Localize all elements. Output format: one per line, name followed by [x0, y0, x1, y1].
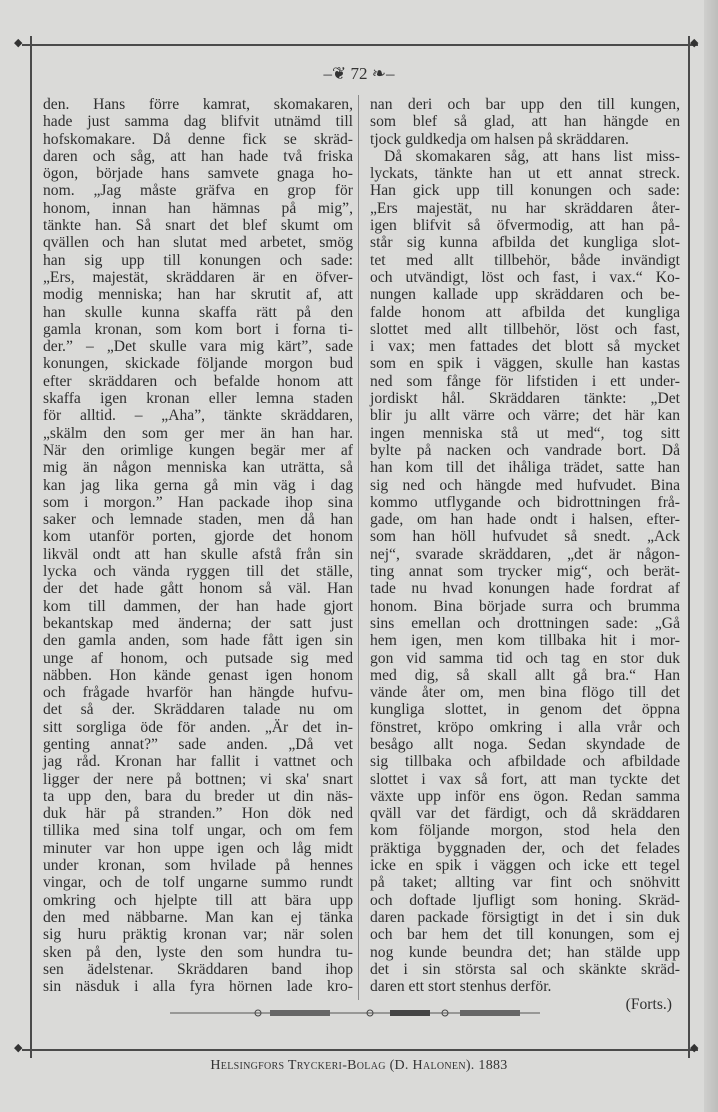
flourish-right-icon: ❧– — [367, 64, 395, 83]
text-line: lyckats, tänkte han ut ett annat streck. — [370, 165, 680, 183]
text-line: jag råd. Kronan har fallit i vattnet och — [43, 753, 353, 771]
text-line: kom till dammen, der han hade gjort — [43, 597, 353, 615]
frame-top-rule — [22, 44, 698, 46]
text-line: lycka och vända ryggen till det ställe, — [43, 563, 353, 581]
corner-ornament-icon: ◆ — [690, 1042, 699, 1054]
text-line: hem igen, men kom tillbaka hit i mor- — [370, 632, 680, 650]
text-line: hofskomakare. Då denne fick se skräd- — [43, 130, 353, 148]
text-line: daren och såg, att han hade två friska — [43, 147, 353, 165]
corner-ornament-icon: ◆ — [690, 37, 699, 49]
text-line: qväll var det färdigt, och då skräddaren — [370, 805, 680, 823]
text-line: slottet i vax så fort, att man tyckte det — [370, 770, 680, 788]
text-line: nom. „Jag måste gräfva en grop för — [43, 182, 353, 200]
text-line: tjock guldkedja om halsen på skräddaren. — [370, 130, 629, 148]
text-line: efter skräddaren och befalde honom att — [43, 372, 353, 390]
corner-ornament-icon: ◆ — [14, 37, 23, 49]
text-line: vingar, och de tolf ungarne summo rundt — [43, 874, 353, 892]
text-line: vände åter om, men bina flögo till det — [370, 684, 680, 702]
text-line: kan jag lika gerna gå min väg i dag — [43, 476, 353, 494]
text-line: honom. Bina började surra och brumma — [370, 597, 680, 615]
text-line: „Ers majestät, nu har skräddaren åter- — [370, 199, 680, 217]
text-line: sig tillbaka och afbildade och afbildade — [370, 753, 680, 771]
text-line: falde honom att afbilda det kungliga — [370, 303, 680, 321]
text-line: likväl ondt att han skulle afstå från sin — [43, 545, 353, 563]
text-line: den gamla anden, som hade fått igen sin — [43, 632, 353, 650]
text-line: ögon, började hans samvete gnaga ho- — [43, 165, 353, 183]
text-line: som blef så glad, att han hängde en — [370, 113, 680, 131]
text-line: genting annat?” sade anden. „Då vet — [43, 735, 353, 753]
text-line: det så der. Skräddaren talade nu om — [43, 701, 353, 719]
text-line: duk här på stranden.” Hon dök ned — [43, 805, 353, 823]
text-line: nog kunde beundra det; han stälde upp — [370, 943, 680, 961]
text-line: den. Hans förre kamrat, skomakaren, — [43, 96, 353, 113]
text-line: näbben. Hon kände genast igen honom — [43, 666, 353, 684]
text-line: sen ädelstenar. Skräddaren band ihop — [43, 960, 353, 978]
text-line: det i sin största sal och skänkte skräd- — [370, 960, 680, 978]
text-line: tade nu hvad konungen hade fordrat af — [370, 580, 680, 598]
text-line: daren packade försigtigt in det i sin duk — [370, 908, 680, 926]
text-line: bylte på nacken och vandrade bort. Då — [370, 441, 680, 459]
text-line: mig än någon menniska kan uträtta, så — [43, 459, 353, 477]
text-line: nungen kallade upp skräddaren och be- — [370, 286, 680, 304]
text-line: kom utanför porten, gjorde det honom — [43, 528, 353, 546]
text-line: sig huru präktig kronan var; när solen — [43, 926, 353, 944]
text-line: omkring och hjelpte till att bära upp — [43, 891, 353, 909]
text-line: som i morgon.” Han packade ihop sina — [43, 493, 353, 511]
text-line: blir ju allt värre och värre; det här kan — [370, 407, 680, 425]
text-line: och bar hem det till konungen, som ej — [370, 926, 680, 944]
text-line: växte upp inför ens ögon. Redan samma — [370, 787, 680, 805]
text-line: gon vid samma tid och tag en stor duk — [370, 649, 680, 667]
text-line: han kom till det ihåliga trädet, satte han — [370, 459, 680, 477]
text-line: daren ett stort stenhus derför. — [370, 978, 552, 996]
frame-bottom-rule — [22, 1049, 698, 1051]
text-line: konungen, skickade följande morgon bud — [43, 355, 353, 373]
text-line: fönstret, kröpo omkring i alla vrår och — [370, 718, 680, 736]
text-line: den med näbbarne. Man kan ej tänka — [43, 908, 353, 926]
text-line: och frågade hvarför han hängde hufvu- — [43, 684, 353, 702]
text-line: Han gick upp till konungen och sade: — [370, 182, 680, 200]
text-line: qvällen och han slutat med arbetet, smög — [43, 234, 353, 252]
text-line: och doftade ljufligt som honing. Skräd- — [370, 891, 680, 909]
frame-right-rule — [688, 36, 690, 1058]
frame-left-rule — [30, 36, 32, 1058]
text-line: präktiga byggnaden der, och det felades — [370, 839, 680, 857]
text-line: med dig, så skall allt gå bra.“ Han — [370, 666, 680, 684]
text-line: tet med allt tillbehör, både invändigt — [370, 251, 680, 269]
text-line: tillika med sina tolf ungar, och om fem — [43, 822, 353, 840]
page-number-text: 72 — [350, 64, 368, 83]
text-line: kom följande morgon, stod hela den — [370, 822, 680, 840]
text-line: står sig kunna afbilda det kungliga slot- — [370, 234, 680, 252]
text-line: igen blifvit så öfvermodig, att han på- — [370, 217, 680, 235]
continued-note: (Forts.) — [625, 996, 672, 1014]
text-line: han sig upp till konungen och sade: — [43, 251, 353, 269]
text-line: gade, om han hade ondt i halsen, efter- — [370, 511, 680, 529]
text-line: ting annat som trycker mig“, och berät- — [370, 563, 680, 581]
text-line: kommo utflygande och bidrottningen frå- — [370, 493, 680, 511]
text-line: tänkte han. Så snart det blef skumt om — [43, 217, 353, 235]
printer-imprint: Helsingfors Tryckeri-Bolag (D. Halonen). 1883 — [210, 1058, 508, 1073]
text-line: under kronan, som hvilade på hennes — [43, 857, 353, 875]
text-line: han skulle kunna skaffa rätt på den — [43, 303, 353, 321]
text-line: sig ned och hängde med hufvudet. Bina — [370, 476, 680, 494]
text-line: ingen menniska stå ut med“, tog sitt — [370, 424, 680, 442]
text-line: modig menniska; han har skrutit af, att — [43, 286, 353, 304]
column-divider — [358, 95, 359, 1000]
text-column-left — [43, 96, 353, 995]
text-line: saker och lemnade staden, men då han — [43, 511, 353, 529]
text-line: När den orimlige kungen begär mer af — [43, 441, 353, 459]
corner-ornament-icon: ◆ — [14, 1042, 23, 1054]
text-line: och utvändigt, löst och fast, i vax.“ Ko- — [370, 268, 680, 286]
text-line: honom, innan han hämnas på mig”, — [43, 199, 353, 217]
text-line: nej“, svarade skräddaren, „det är någon- — [370, 545, 680, 563]
text-line: nan deri och bar upp den till kungen, — [370, 96, 680, 113]
text-line: ta upp den, bara du breder ut din näs- — [43, 787, 353, 805]
page-edge-shadow — [704, 0, 718, 1112]
text-line: besågo allt noga. Sedan skyndade de — [370, 735, 680, 753]
text-line: icke en spik i väggen och icke ett tegel — [370, 857, 680, 875]
page-number — [0, 64, 718, 84]
text-line: hade just samma dag blifvit utnämd till — [43, 113, 353, 131]
text-line: Då skomakaren såg, att hans list miss- — [384, 147, 680, 165]
text-line: „Ers, majestät, skräddaren är en öfver- — [43, 268, 353, 286]
text-line: skaffa igen kronan eller lemna staden — [43, 390, 353, 408]
text-line: som han höll hufvudet så snedt. „Ack — [370, 528, 680, 546]
text-line: ligger der nere på bottnen; vi ska' snart — [43, 770, 353, 788]
text-line: i vax; men fattades det blott så mycket — [370, 338, 680, 356]
text-line: jordiskt hål. Skräddaren tänkte: „Det — [370, 390, 680, 408]
flourish-left-icon: –❦ — [323, 64, 351, 83]
text-line: slottet med allt tillbehör, löst och fast, — [370, 320, 680, 338]
text-line: sken på den, lyste den som hundra tu- — [43, 943, 353, 961]
text-line: unge af honom, och putsade sig med — [43, 649, 353, 667]
text-line: sin näsduk i alla fyra hörnen lade kro- — [43, 978, 353, 996]
text-line: sitt sorgliga öde för anden. „Är det in- — [43, 718, 353, 736]
text-line: som en spik i väggen, skulle han kastas — [370, 355, 680, 373]
text-line: på taket; allting var fint och snöhvitt — [370, 874, 680, 892]
text-line: der.” – „Det skulle vara mig kärt”, sade — [43, 338, 353, 356]
text-line: sins emellan och drottningen sade: „Gå — [370, 614, 680, 632]
text-line: der det hade gått honom så väl. Han — [43, 580, 353, 598]
text-line: för alltid. – „Aha”, tänkte skräddaren, — [43, 407, 353, 425]
ornamental-rule-icon — [170, 1007, 540, 1019]
text-line: bekantskap med änderna; der satt just — [43, 614, 353, 632]
text-line: minuter var hon uppe igen och låg midt — [43, 839, 353, 857]
text-line: „skälm den som ger mer än han har. — [43, 424, 353, 442]
text-line: ned som fånge för lifstiden i ett under- — [370, 372, 680, 390]
text-line: kungliga slottet, in genom det öppna — [370, 701, 680, 719]
text-line: gamla kronan, som kom bort i forna ti- — [43, 320, 353, 338]
text-column-right — [370, 96, 680, 1014]
